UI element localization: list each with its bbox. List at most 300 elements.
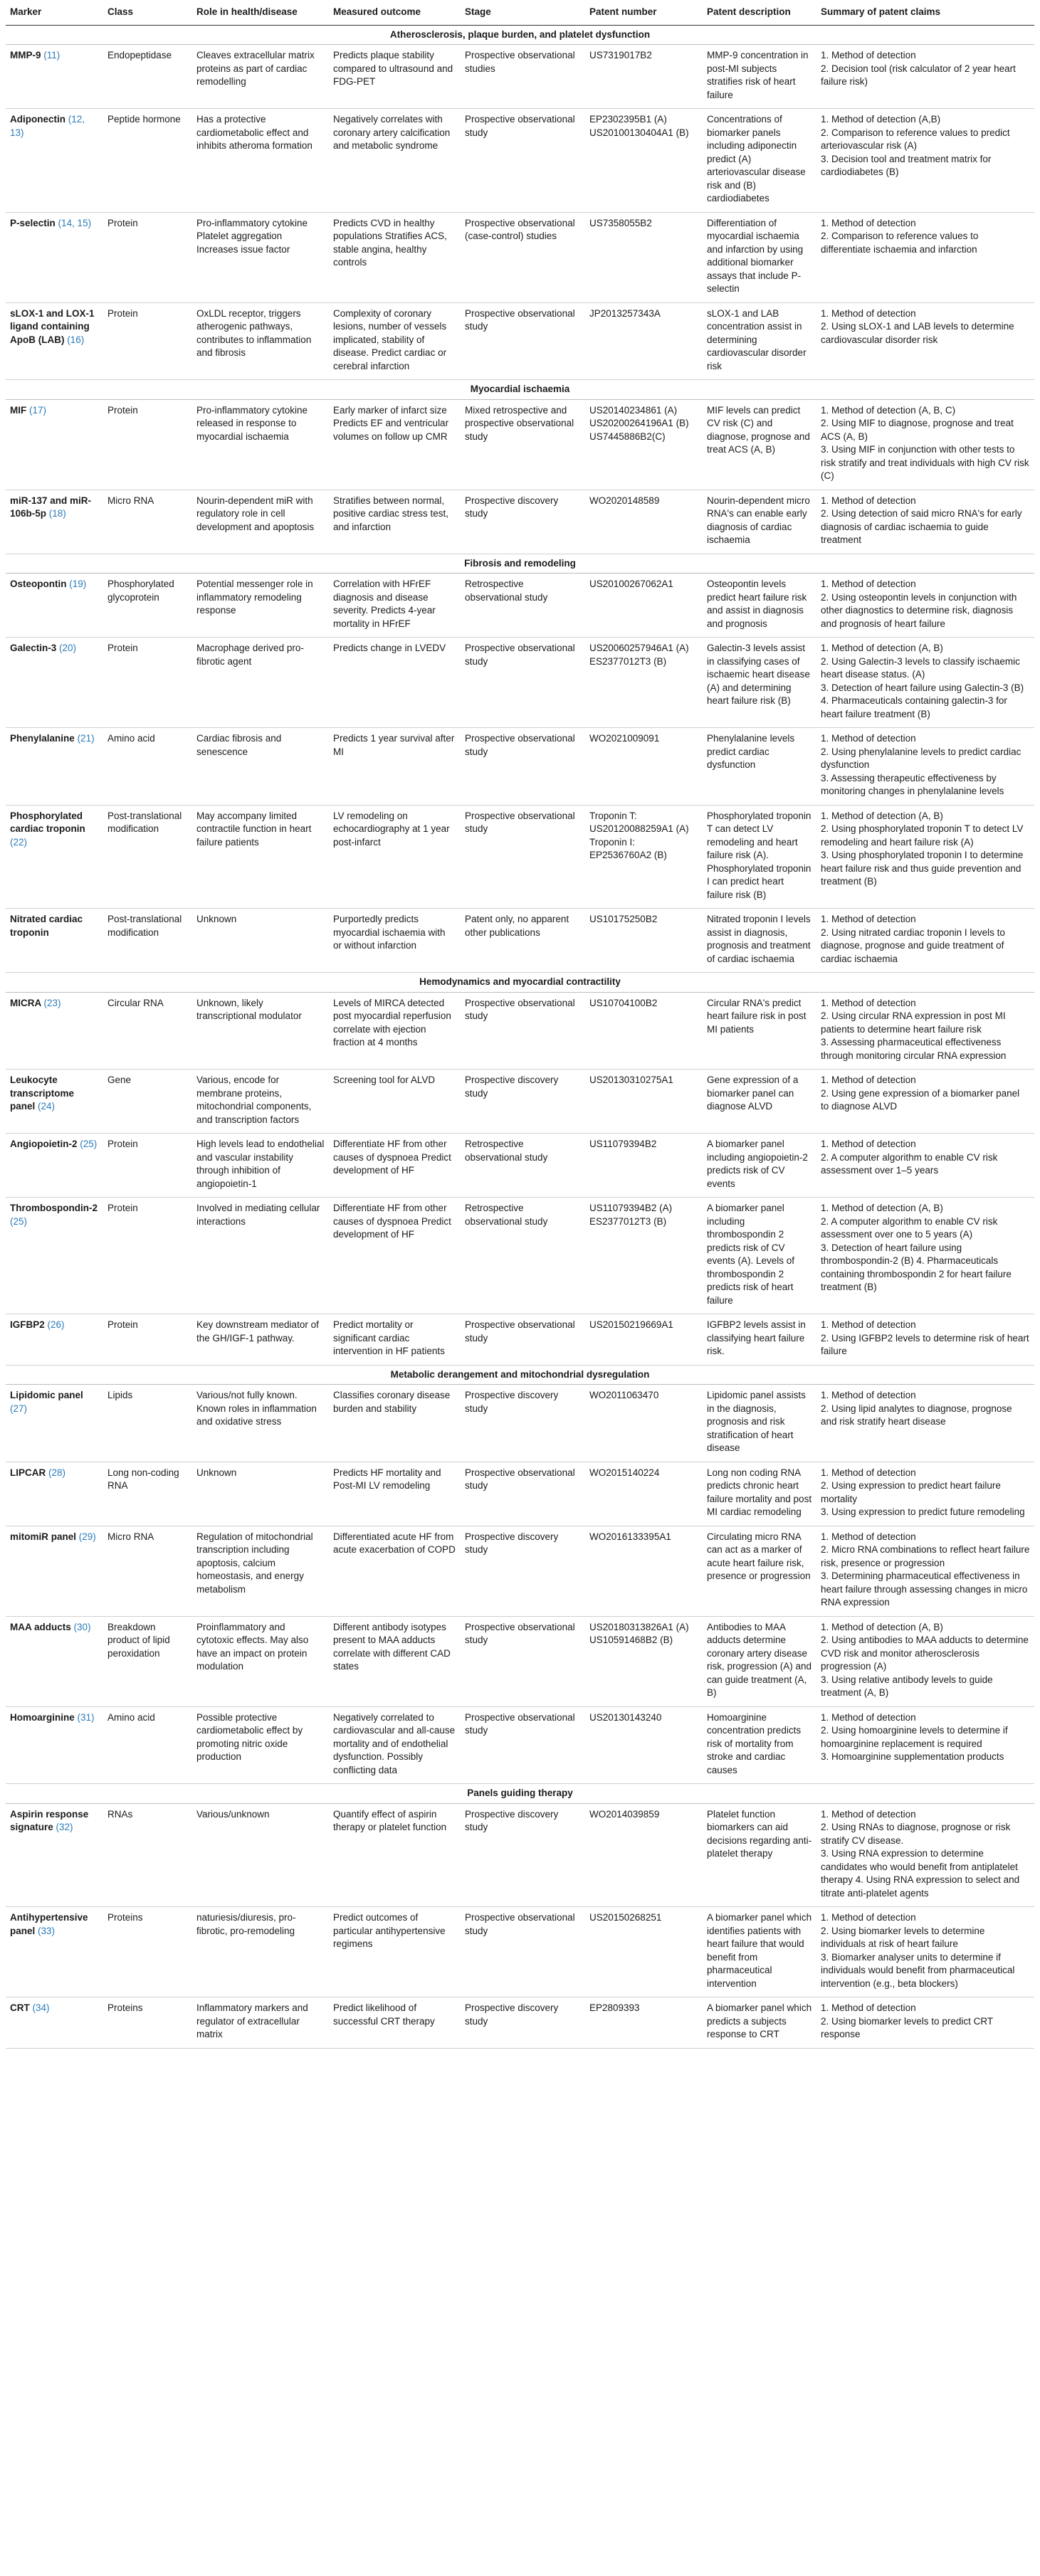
claim-item: 3. Homoarginine supplementation products — [821, 1751, 1004, 1762]
patent-description-cell: Concentrations of biomarker panels including adiponectin predict (A) arteriovascular disease risk and (B) cardiodiabetes — [703, 109, 816, 213]
claim-item: 2. Using biomarker levels to determine individuals at risk of heart failure — [821, 1925, 985, 1949]
stage-cell: Patent only, no apparent other publications — [461, 909, 585, 973]
marker-cell — [6, 1070, 103, 1134]
patent-number-cell — [585, 1803, 703, 1907]
marker-name: IGFBP2 — [10, 1319, 45, 1330]
claim-item: 3. Using expression to predict future remodeling — [821, 1506, 1025, 1517]
role-cell: Pro-inflammatory cytokine Platelet aggregation Increases issue factor — [192, 212, 329, 302]
outcome-cell: Levels of MIRCA detected post myocardial reperfusion correlate with ejection fraction at 4 months — [329, 992, 461, 1070]
outcome-cell: Correlation with HFrEF diagnosis and disease severity. Predicts 4-year mortality in HFrEF — [329, 574, 461, 638]
class-cell: Post-translational modification — [103, 805, 192, 909]
claim-item: 2. Using homoarginine levels to determine if homoarginine replacement is required — [821, 1725, 1008, 1749]
patent-number: JP2013257343A — [589, 307, 661, 319]
table-row — [6, 1385, 1034, 1462]
claim-item: 2. Using detection of said micro RNA's for early diagnosis of cardiac ischaemia to guide treatment — [821, 508, 1022, 545]
patent-description-cell: MIF levels can predict CV risk (C) and diagnose, prognose and treat ACS (A, B) — [703, 399, 816, 490]
patent-number-cell — [585, 1526, 703, 1616]
class-cell: Protein — [103, 399, 192, 490]
marker-cell — [6, 1134, 103, 1198]
patent-number: ES2377012T3 (B) — [589, 655, 667, 667]
claims-cell — [816, 805, 1034, 909]
claims-cell — [816, 1706, 1034, 1784]
claim-item: 2. Using RNAs to diagnose, prognose or risk stratify CV disease. — [821, 1822, 1011, 1846]
claim-item: 3. Detection of heart failure using thrombospondin-2 (B) 4. Pharmaceuticals containing thrombospondin 2 for heart failure treatment (B) — [821, 1242, 1012, 1292]
role-cell: High levels lead to endothelial and vascular instability through inhibition of angiopoietin-1 — [192, 1134, 329, 1198]
stage-cell: Mixed retrospective and prospective observational study — [461, 399, 585, 490]
table-row — [6, 1070, 1034, 1134]
reference-link[interactable]: (24) — [38, 1101, 56, 1112]
claims-cell — [816, 1997, 1034, 2049]
marker-name: MICRA — [10, 997, 41, 1008]
outcome-cell: Early marker of infarct size Predicts EF and ventricular volumes on follow up CMR — [329, 399, 461, 490]
table-row — [6, 909, 1034, 973]
stage-cell: Prospective observational study — [461, 1907, 585, 1997]
claim-item: 2. Comparison to reference values to differentiate ischaemia and infarction — [821, 231, 979, 255]
claims-cell — [816, 638, 1034, 728]
marker-cell — [6, 638, 103, 728]
patent-description-cell: Phosphorylated troponin T can detect LV remodeling and heart failure risk (A). Phosphorylated troponin I can predict heart failure risk (B) — [703, 805, 816, 909]
section-header-row — [6, 973, 1034, 993]
claim-item: 2. Using nitrated cardiac troponin I levels to diagnose, prognose and guide treatment of cardiac ischaemia — [821, 927, 1005, 964]
patent-number-cell — [585, 728, 703, 806]
marker-name: Osteopontin — [10, 579, 67, 589]
class-cell: Proteins — [103, 1997, 192, 2049]
marker-cell — [6, 1803, 103, 1907]
reference-link[interactable]: (18) — [48, 508, 66, 519]
outcome-cell: Predicts HF mortality and Post-MI LV remodeling — [329, 1462, 461, 1526]
patent-number: WO2011063470 — [589, 1390, 659, 1400]
patent-number-cell — [585, 1134, 703, 1198]
claim-item: 2. Using biomarker levels to predict CRT response — [821, 2015, 993, 2039]
claim-item: 3. Using phosphorylated troponin I to determine heart failure risk and thus guide prevention and treatment (B) — [821, 850, 1024, 887]
marker-cell — [6, 1314, 103, 1366]
reference-link[interactable]: (27) — [10, 1403, 28, 1414]
marker-name: Aspirin response signature — [10, 1808, 89, 1832]
reference-link[interactable]: (28) — [48, 1467, 66, 1478]
reference-link[interactable]: (30) — [73, 1621, 91, 1632]
marker-name: sLOX-1 and LOX-1 ligand containing ApoB (LAB) — [10, 307, 95, 345]
patent-number: US20130143240 — [589, 1711, 662, 1723]
patent-number: US20150219669A1 — [589, 1319, 673, 1330]
patent-number: EP2302395B1 (A) — [589, 114, 667, 125]
marker-cell — [6, 1198, 103, 1314]
patent-description-cell: Osteopontin levels predict heart failure risk and assist in diagnosis and prognosis — [703, 574, 816, 638]
stage-cell: Prospective observational study — [461, 638, 585, 728]
stage-cell: Retrospective observational study — [461, 574, 585, 638]
reference-link[interactable]: (34) — [32, 2002, 50, 2013]
table-row — [6, 1706, 1034, 1784]
table-row — [6, 574, 1034, 638]
table-row — [6, 805, 1034, 909]
patent-number: EP2809393 — [589, 2002, 640, 2013]
claim-item: 1. Method of detection — [821, 1390, 916, 1400]
column-header-outcome: Measured outcome — [329, 1, 461, 25]
claim-item: 3. Detection of heart failure using Galectin-3 (B) 4. Pharmaceuticals containing galectin-3 for heart failure treatment (B) — [821, 682, 1024, 719]
outcome-cell: Different antibody isotypes present to MAA adducts correlate with different CAD states — [329, 1616, 461, 1706]
claim-item: 1. Method of detection — [821, 579, 916, 589]
reference-link[interactable]: (32) — [56, 1822, 73, 1832]
column-header-stage: Stage — [461, 1, 585, 25]
role-cell: Pro-inflammatory cytokine released in response to myocardial ischaemia — [192, 399, 329, 490]
stage-cell: Prospective observational studies — [461, 45, 585, 109]
claim-item: 2. Decision tool (risk calculator of 2 year heart failure risk) — [821, 63, 1016, 87]
patent-number: US10704100B2 — [589, 997, 658, 1008]
patent-biomarker-table — [6, 1, 1034, 2049]
class-cell: Protein — [103, 1134, 192, 1198]
section-title: Fibrosis and remodeling — [6, 554, 1034, 574]
patent-description-cell: Phenylalanine levels predict cardiac dysfunction — [703, 728, 816, 806]
section-title: Myocardial ischaemia — [6, 380, 1034, 400]
marker-name: Phenylalanine — [10, 733, 75, 744]
marker-name: P-selectin — [10, 217, 56, 228]
patent-number-cell — [585, 638, 703, 728]
claim-item: 2. Using osteopontin levels in conjunction with other diagnostics to determine risk, diagnosis and prognosis of heart failure — [821, 591, 1017, 629]
patent-number-cell — [585, 109, 703, 213]
claim-item: 3. Biomarker analyser units to determine if individuals would benefit from pharmaceutical intervention (e.g., beta blockers) — [821, 1951, 1015, 1989]
marker-name: miR-137 and miR-106b-5p — [10, 495, 92, 519]
stage-cell: Prospective observational study — [461, 1616, 585, 1706]
reference-link[interactable]: (22) — [10, 836, 28, 848]
table-row — [6, 490, 1034, 554]
table-row — [6, 1526, 1034, 1616]
table-row — [6, 1462, 1034, 1526]
outcome-cell: Quantify effect of aspirin therapy or platelet function — [329, 1803, 461, 1907]
claims-cell — [816, 992, 1034, 1070]
marker-cell — [6, 909, 103, 973]
role-cell: OxLDL receptor, triggers atherogenic pathways, contributes to inflammation and fibrosis — [192, 302, 329, 380]
patent-number: US10175250B2 — [589, 914, 658, 924]
claims-cell — [816, 1134, 1034, 1198]
stage-cell: Prospective observational study — [461, 992, 585, 1070]
stage-cell: Prospective observational study — [461, 728, 585, 806]
table-row — [6, 212, 1034, 302]
column-header-class: Class — [103, 1, 192, 25]
reference-link[interactable]: (11) — [43, 50, 61, 60]
marker-cell — [6, 212, 103, 302]
marker-name: Leukocyte transcriptome panel — [10, 1075, 75, 1112]
outcome-cell: Predict mortality or significant cardiac intervention in HF patients — [329, 1314, 461, 1366]
claim-item: 3. Determining pharmaceutical effectiveness in heart failure through assessing changes in micro RNA expression — [821, 1571, 1028, 1608]
claim-item: 1. Method of detection — [821, 495, 916, 506]
column-header-marker: Marker — [6, 1, 103, 25]
reference-link[interactable]: (21) — [77, 733, 95, 744]
marker-name: Antihypertensive panel — [10, 1912, 88, 1936]
role-cell: Regulation of mitochondrial transcription including apoptosis, calcium homeostasis, and energy metabolism — [192, 1526, 329, 1616]
marker-name: Galectin-3 — [10, 643, 57, 653]
table-row — [6, 45, 1034, 109]
marker-cell — [6, 574, 103, 638]
claim-item: 2. Using antibodies to MAA adducts to determine CVD risk and monitor atherosclerosis progression (A) — [821, 1635, 1029, 1672]
outcome-cell: Stratifies between normal, positive cardiac stress test, and infarction — [329, 490, 461, 554]
section-header-row — [6, 554, 1034, 574]
role-cell: Macrophage derived pro-fibrotic agent — [192, 638, 329, 728]
claim-item: 2. Using expression to predict heart failure mortality — [821, 1480, 1001, 1504]
claim-item: 2. Using lipid analytes to diagnose, prognose and risk stratify heart disease — [821, 1403, 1012, 1427]
patent-description-cell: Differentiation of myocardial ischaemia and infarction by using additional biomarker assays that include P-selectin — [703, 212, 816, 302]
reference-link[interactable]: (14, 15) — [58, 217, 92, 228]
claim-item: 1. Method of detection — [821, 1711, 916, 1723]
claim-item: 2. Using phenylalanine levels to predict cardiac dysfunction — [821, 746, 1021, 770]
claims-cell — [816, 45, 1034, 109]
patent-number: WO2021009091 — [589, 733, 660, 744]
claims-cell — [816, 1385, 1034, 1462]
class-cell: Protein — [103, 212, 192, 302]
patent-description-cell: IGFBP2 levels assist in classifying heart failure risk. — [703, 1314, 816, 1366]
patent-description-cell: Nourin-dependent micro RNA's can enable early diagnosis of cardiac ischaemia — [703, 490, 816, 554]
class-cell: Breakdown product of lipid peroxidation — [103, 1616, 192, 1706]
stage-cell: Prospective observational (case-control) studies — [461, 212, 585, 302]
table-row — [6, 1907, 1034, 1997]
claim-item: 1. Method of detection (A,B) — [821, 114, 941, 125]
patent-description-cell: Lipidomic panel assists in the diagnosis, prognosis and risk stratification of heart disease — [703, 1385, 816, 1462]
claim-item: 3. Assessing therapeutic effectiveness by monitoring changes in phenylalanine levels — [821, 772, 1004, 796]
table-row — [6, 1997, 1034, 2049]
claim-item: 1. Method of detection — [821, 217, 916, 228]
reference-link[interactable]: (19) — [69, 579, 87, 589]
patent-number: US20060257946A1 (A) — [589, 643, 689, 653]
column-header-patent-description: Patent description — [703, 1, 816, 25]
patent-number-cell — [585, 1462, 703, 1526]
role-cell: Involved in mediating cellular interactions — [192, 1198, 329, 1314]
marker-cell — [6, 992, 103, 1070]
claim-item: 1. Method of detection — [821, 1531, 916, 1542]
role-cell: Cleaves extracellular matrix proteins as part of cardiac remodelling — [192, 45, 329, 109]
patent-number: US20100267062A1 — [589, 579, 673, 589]
marker-cell — [6, 302, 103, 380]
role-cell: Cardiac fibrosis and senescence — [192, 728, 329, 806]
reference-link[interactable]: (25) — [80, 1139, 98, 1149]
patent-description-cell: A biomarker panel which identifies patients with heart failure that would benefit from pharmaceutical intervention — [703, 1907, 816, 1997]
table-body — [6, 25, 1034, 2048]
patent-number: EP2536760A2 (B) — [589, 850, 667, 860]
role-cell: Unknown — [192, 1462, 329, 1526]
marker-cell — [6, 805, 103, 909]
outcome-cell: Predict likelihood of successful CRT therapy — [329, 1997, 461, 2049]
claim-item: 1. Method of detection — [821, 1319, 916, 1330]
reference-link[interactable]: (29) — [78, 1531, 96, 1542]
claims-cell — [816, 1070, 1034, 1134]
role-cell: Unknown, likely transcriptional modulator — [192, 992, 329, 1070]
patent-description-cell: Homoarginine concentration predicts risk of mortality from stroke and cardiac causes — [703, 1706, 816, 1784]
column-header-role: Role in health/disease — [192, 1, 329, 25]
claims-cell — [816, 1198, 1034, 1314]
section-header-row — [6, 1784, 1034, 1804]
patent-number-cell — [585, 909, 703, 973]
patent-description-cell: Antibodies to MAA adducts determine coronary artery disease risk, progression (A) and can guide treatment (A, B) — [703, 1616, 816, 1706]
column-header-patent-number: Patent number — [585, 1, 703, 25]
reference-link[interactable]: (26) — [47, 1319, 65, 1330]
stage-cell: Prospective discovery study — [461, 490, 585, 554]
claims-cell — [816, 212, 1034, 302]
marker-cell — [6, 1462, 103, 1526]
outcome-cell: Negatively correlated to cardiovascular and all-cause mortality and of endothelial dysfunction. Possibly conflicting data — [329, 1706, 461, 1784]
patent-description-cell: A biomarker panel which predicts a subjects response to CRT — [703, 1997, 816, 2049]
claims-cell — [816, 1462, 1034, 1526]
outcome-cell: Differentiated acute HF from acute exacerbation of COPD — [329, 1526, 461, 1616]
claim-item: 2. Using IGFBP2 levels to determine risk of heart failure — [821, 1332, 1029, 1356]
column-header-claims: Summary of patent claims — [816, 1, 1034, 25]
claim-item: 2. Using gene expression of a biomarker panel to diagnose ALVD — [821, 1087, 1020, 1112]
claim-item: 1. Method of detection — [821, 997, 916, 1008]
reference-link[interactable]: (12, 13) — [10, 114, 85, 138]
reference-link[interactable]: (20) — [59, 643, 77, 653]
patent-number: US10591468B2 (B) — [589, 1635, 673, 1645]
claims-cell — [816, 1616, 1034, 1706]
stage-cell: Prospective observational study — [461, 302, 585, 380]
class-cell: Micro RNA — [103, 1526, 192, 1616]
patent-number-cell — [585, 302, 703, 380]
patent-number-cell — [585, 1314, 703, 1366]
claims-cell — [816, 1803, 1034, 1907]
patent-number: WO2014039859 — [589, 1808, 660, 1820]
class-cell: Post-translational modification — [103, 909, 192, 973]
patent-number-cell — [585, 1198, 703, 1314]
claim-item: 1. Method of detection (A, B) — [821, 1621, 943, 1632]
outcome-cell: Predicts 1 year survival after MI — [329, 728, 461, 806]
outcome-cell: LV remodeling on echocardiography at 1 year post-infarct — [329, 805, 461, 909]
table-row — [6, 109, 1034, 213]
class-cell: Protein — [103, 638, 192, 728]
patent-number-cell — [585, 1706, 703, 1784]
reference-link[interactable]: (23) — [43, 997, 61, 1008]
claim-item: 1. Method of detection — [821, 307, 916, 319]
class-cell: RNAs — [103, 1803, 192, 1907]
marker-name: Lipidomic panel — [10, 1390, 83, 1400]
marker-cell — [6, 399, 103, 490]
table-row — [6, 302, 1034, 380]
claim-item: 2. A computer algorithm to enable CV risk assessment over 1–5 years — [821, 1151, 998, 1176]
marker-cell — [6, 490, 103, 554]
stage-cell: Prospective discovery study — [461, 1385, 585, 1462]
patent-number: US20180313826A1 (A) — [589, 1621, 689, 1632]
claim-item: 2. Using phosphorylated troponin T to detect LV remodeling and heart failure risk (A) — [821, 823, 1024, 848]
marker-cell — [6, 1706, 103, 1784]
claim-item: 3. Using RNA expression to determine candidates who would benefit from antiplatelet therapy 4. Using RNA expression to select and titrate anti-platelet agents — [821, 1848, 1020, 1899]
patent-number: Troponin I: — [589, 836, 636, 848]
claims-cell — [816, 1526, 1034, 1616]
class-cell: Micro RNA — [103, 490, 192, 554]
claim-item: 3. Using relative antibody levels to guide treatment (A, B) — [821, 1674, 993, 1698]
patent-number-cell — [585, 45, 703, 109]
role-cell: Various/not fully known. Known roles in inflammation and oxidative stress — [192, 1385, 329, 1462]
reference-link[interactable]: (33) — [38, 1925, 56, 1936]
class-cell: Protein — [103, 1314, 192, 1366]
class-cell: Endopeptidase — [103, 45, 192, 109]
marker-name: Nitrated cardiac troponin — [10, 914, 83, 938]
marker-cell — [6, 1526, 103, 1616]
patent-description-cell: A biomarker panel including angiopoietin-2 predicts risk of CV events — [703, 1134, 816, 1198]
patent-number: US7445886B2(C) — [589, 431, 666, 442]
reference-link[interactable]: (17) — [29, 404, 47, 416]
stage-cell: Prospective observational study — [461, 1706, 585, 1784]
class-cell: Proteins — [103, 1907, 192, 1997]
claims-cell — [816, 399, 1034, 490]
role-cell: Nourin-dependent miR with regulatory role in cell development and apoptosis — [192, 490, 329, 554]
claim-item: 1. Method of detection (A, B) — [821, 643, 943, 653]
marker-cell — [6, 728, 103, 806]
claim-item: 2. A computer algorithm to enable CV risk assessment over one to 5 years (A) — [821, 1215, 998, 1240]
claim-item: 3. Decision tool and treatment matrix for cardiodiabetes (B) — [821, 153, 992, 177]
patent-description-cell: Platelet function biomarkers can aid decisions regarding anti-platelet therapy — [703, 1803, 816, 1907]
outcome-cell: Differentiate HF from other causes of dyspnoea Predict development of HF — [329, 1134, 461, 1198]
claim-item: 1. Method of detection — [821, 1808, 916, 1820]
marker-name: LIPCAR — [10, 1467, 46, 1478]
claims-cell — [816, 109, 1034, 213]
marker-cell — [6, 1385, 103, 1462]
patent-description-cell: A biomarker panel including thrombospondin 2 predicts risk of CV events (A). Levels of thrombospondin 2 predicts risk of heart failure — [703, 1198, 816, 1314]
marker-cell — [6, 109, 103, 213]
claims-cell — [816, 490, 1034, 554]
claim-item: 2. Using MIF to diagnose, prognose and treat ACS (A, B) — [821, 418, 1014, 442]
claim-item: 2. Using sLOX-1 and LAB levels to determine cardiovascular disorder risk — [821, 321, 1014, 345]
claims-cell — [816, 302, 1034, 380]
reference-link[interactable]: (16) — [67, 334, 85, 345]
section-title: Atherosclerosis, plaque burden, and platelet dysfunction — [6, 25, 1034, 45]
patent-number-cell — [585, 212, 703, 302]
patent-description-cell: Nitrated troponin I levels assist in diagnosis, prognosis and treatment of cardiac ischaemia — [703, 909, 816, 973]
claim-item: 1. Method of detection (A, B, C) — [821, 404, 956, 416]
role-cell: Possible protective cardiometabolic effect by promoting nitric oxide production — [192, 1706, 329, 1784]
role-cell: May accompany limited contractile function in heart failure patients — [192, 805, 329, 909]
claims-cell — [816, 1314, 1034, 1366]
claim-item: 1. Method of detection — [821, 1075, 916, 1085]
table-row — [6, 399, 1034, 490]
section-header-row — [6, 380, 1034, 400]
claim-item: 1. Method of detection — [821, 2002, 916, 2013]
class-cell: Peptide hormone — [103, 109, 192, 213]
marker-name: MIF — [10, 404, 27, 416]
role-cell: Has a protective cardiometabolic effect and inhibits atheroma formation — [192, 109, 329, 213]
claim-item: 1. Method of detection (A, B) — [821, 1203, 943, 1213]
section-title: Metabolic derangement and mitochondrial dysregulation — [6, 1365, 1034, 1385]
marker-name: Angiopoietin-2 — [10, 1139, 78, 1149]
patent-number-cell — [585, 1997, 703, 2049]
reference-link[interactable]: (31) — [77, 1711, 95, 1723]
patent-number-cell — [585, 992, 703, 1070]
patent-description-cell: sLOX-1 and LAB concentration assist in determining cardiovascular disorder risk — [703, 302, 816, 380]
outcome-cell: Predicts plaque stability compared to ultrasound and FDG-PET — [329, 45, 461, 109]
table-row — [6, 992, 1034, 1070]
patent-description-cell: Circular RNA's predict heart failure risk in post MI patients — [703, 992, 816, 1070]
stage-cell: Prospective observational study — [461, 109, 585, 213]
claim-item: 1. Method of detection — [821, 1139, 916, 1149]
role-cell: Various/unknown — [192, 1803, 329, 1907]
stage-cell: Prospective discovery study — [461, 1803, 585, 1907]
claim-item: 1. Method of detection — [821, 733, 916, 744]
outcome-cell: Differentiate HF from other causes of dyspnoea Predict development of HF — [329, 1198, 461, 1314]
claim-item: 2. Using Galectin-3 levels to classify ischaemic heart disease status. (A) — [821, 655, 1020, 680]
claim-item: 3. Using MIF in conjunction with other tests to risk stratify and treat individuals with high CV risk (C) — [821, 444, 1029, 481]
patent-number-cell — [585, 1070, 703, 1134]
stage-cell: Retrospective observational study — [461, 1134, 585, 1198]
reference-link[interactable]: (25) — [10, 1215, 28, 1227]
marker-name: MAA adducts — [10, 1621, 71, 1632]
patent-description-cell: Galectin-3 levels assist in classifying cases of ischaemic heart disease (A) and determining heart failure risk (B) — [703, 638, 816, 728]
patent-number: Troponin T: — [589, 810, 637, 821]
class-cell: Protein — [103, 1198, 192, 1314]
outcome-cell: Predicts CVD in healthy populations Stratifies ACS, stable angina, healthy controls — [329, 212, 461, 302]
patent-number: US11079394B2 (A) — [589, 1203, 673, 1213]
section-title: Hemodynamics and myocardial contractility — [6, 973, 1034, 993]
marker-cell — [6, 1616, 103, 1706]
role-cell: Inflammatory markers and regulator of extracellular matrix — [192, 1997, 329, 2049]
stage-cell: Prospective observational study — [461, 1314, 585, 1366]
claims-cell — [816, 909, 1034, 973]
patent-number: ES2377012T3 (B) — [589, 1215, 667, 1227]
claim-item: 1. Method of detection — [821, 50, 916, 60]
patent-number: US11079394B2 — [589, 1139, 657, 1149]
stage-cell: Prospective discovery study — [461, 1526, 585, 1616]
